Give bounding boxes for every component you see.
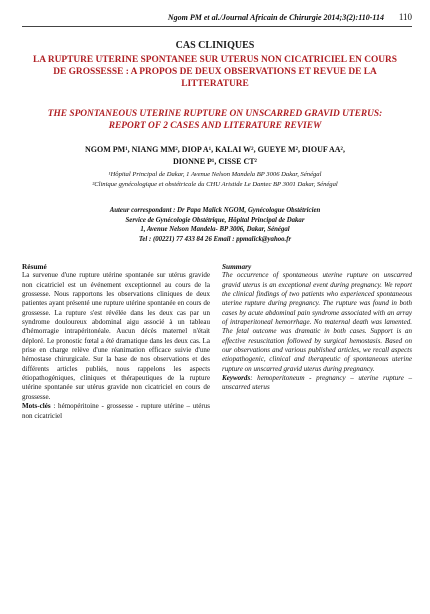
journal-citation: Ngom PM et al./Journal Africain de Chirurgie 2014;3(2):110-114 [167,13,384,22]
section-label: CAS CLINIQUES [175,40,255,51]
summary-keywords-text: : hemoperitoneum - pregnancy – uterine rupture – unscarred uterus [222,374,412,392]
summary-column [222,262,412,393]
author-list [40,144,390,167]
affiliation-2: ²Clinique gynécologique et obstétricale du CHU Aristide Le Dantec BP 3001 Dakar, Sénégal [92,180,338,188]
author-line-1: NGOM PM¹, NIANG MM², DIOP A¹, KALAI W², GUEYE M², DIOUF AA², [85,145,345,154]
resume-keywords-label: Mots-clés [22,402,51,411]
correspondence-line-1: Auteur correspondant : Dr Papa Malick NGOM, Gynécologue Obstétricien [109,207,321,214]
correspondence [40,206,390,244]
resume-heading: Résumé [22,262,47,271]
correspondence-line-4: Tel : (00221) 77 433 84 26 Email : ppmalick@yahoo.fr [138,235,292,243]
title-french: LA RUPTURE UTERINE SPONTANEE SUR UTERUS NON CICATRICIEL EN COURS DE GROSSESSE : A PROPOS DE DEUX OBSERVATIONS ET REVUE DE LA LITTERATURE [32,55,398,90]
resume-keywords [22,402,210,421]
summary-body: The occurrence of spontaneous uterine rupture on unscarred gravid uterus is an exceptional event during pregnancy. We report the clinical findings of two patients who experienced spontaneous uterine rupture during pregnancy. The rupture was found in both cases by acute abdominal pain syndrome associated with an array of intraperitoneal hemorrhage. No maternal death was lamented. The fetal outcome was dramatic in both cases. Support is an effective resuscitation followed by surgical hemostasis. Based on our observations and various published articles, we recall aspects etiopathogenic, clinical and therapeutic of spontaneous uterine rupture on unscarred gravid uterus during pregnancy. [222,271,412,373]
correspondence-line-2: Service de Gynécologie Obstétrique, Hôpital Principal de Dakar [125,216,305,224]
resume-body: La survenue d'une rupture utérine spontanée sur utérus gravide non cicatriciel est un événement exceptionnel au cours de la grossesse. Nous rapportons les observations cliniques de deux patientes ayant présenté une rupture utérine spontanée en cours de grossesse. La rupture s'est révélée dans les deux cas par un syndrome douloureux abdominal aigu associé à un tableau d'hémorragie intrapéritonéale. Aucun décès maternel n'était déploré. Le pronostic fœtal a été dramatique dans les deux cas. La prise en charge relève d'une réanimation efficace suivie d'une hémostase chirurgicale. Sur la base de nos observations et des différents articles publiés, nous rappelons les aspects étiopathogéniques, cliniques et thérapeutiques de la rupture utérine spontanée sur utérus gravide non cicatriciel en cours de grossesse. [22,271,210,401]
summary-keywords [222,374,412,393]
resume-keywords-text: : hémopéritoine - grossesse - rupture utérine – utérus non cicatriciel [22,402,210,420]
author-line-2: DIONNE P¹, CISSE CT² [173,156,257,166]
summary-keywords-label: Keywords [222,374,251,383]
title-english: THE SPONTANEOUS UTERINE RUPTURE ON UNSCARRED GRAVID UTERUS: REPORT OF 2 CASES AND LITERATURE REVIEW [47,109,383,132]
page-number: 110 [398,12,412,22]
affiliation-1: ¹Hôpital Principal de Dakar, 1 Avenue Nelson Mandela BP 3006 Dakar, Sénégal [108,171,322,178]
resume-column [22,262,210,421]
summary-heading: Summary [222,262,252,271]
affiliations [30,170,400,189]
correspondence-line-3: 1, Avenue Nelson Mandela- BP 3006, Dakar, Sénégal [140,226,290,234]
running-header [22,10,412,27]
